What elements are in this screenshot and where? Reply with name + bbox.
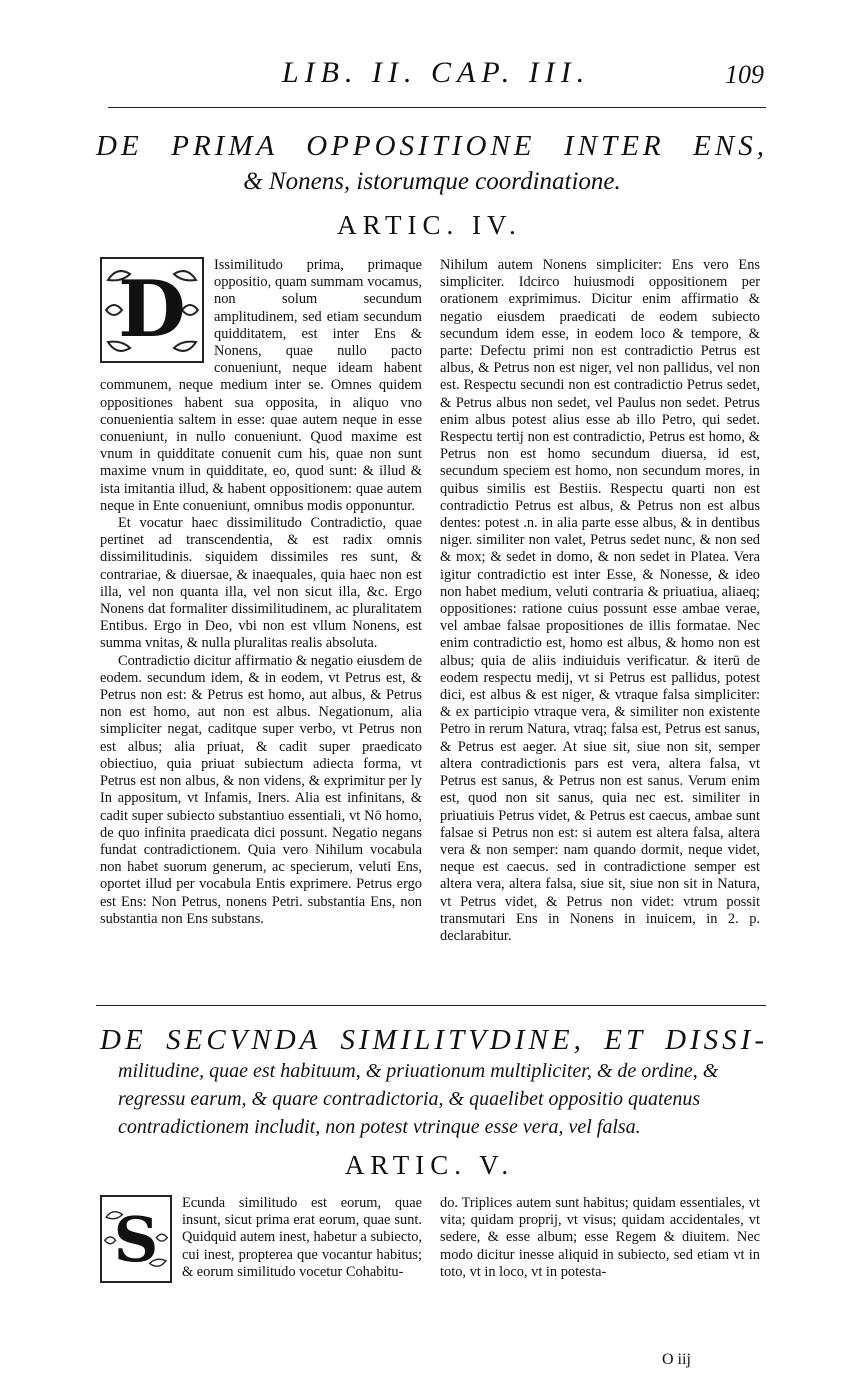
running-title: LIB. II. CAP. III.	[282, 56, 591, 89]
section1-column-right	[440, 257, 760, 945]
section2-title	[100, 1024, 768, 1141]
section-rule	[96, 1005, 766, 1006]
paragraph: Contradictio dicitur affirmatio & negatio eiusdem de eodem. secundum idem, & in eodem, vt Petrus est, & Petrus non est: & Petrus est homo, aut albus, & Petrus non est homo, aut non est albus. Negationum, alia simpliciter negat, caditque super verbo, vt Petrus non est albus; alia priuat, & cadit super praedicato obiectiuo, quia priuat subiectum adiecta forma, vt Petrus est non albus, & non videns, & exprimitur per ly In appositum, vt Infamis, Iners. Alia est infinitans, & cadit super subiecto substantiuo essentiali, vt Nō homo, de quo infinita praedicata dici possunt. Negatio negans fundat contradictionem. Quia vero Nihilum vocabula non habet suorum generum, ac specierum, veluti Ens, oportet illud per vocabula Entis exprimere. Petrus ergo est Ens: Non Petrus, nonens Petri. substantia Ens, non substantia non Ens substans.	[100, 652, 422, 927]
section1-subtitle: & Nonens, istorumque coordinatione.	[243, 168, 621, 195]
signature-mark: O iij	[662, 1351, 691, 1368]
section1-title: DE PRIMA OPPOSITIONE INTER ENS,	[96, 130, 768, 162]
section2-column-left	[100, 1195, 422, 1283]
section1-column-left	[100, 257, 422, 928]
page-header	[0, 56, 859, 96]
article-heading-4: ARTIC. IV.	[337, 210, 522, 240]
paragraph: Nihilum autem Nonens simpliciter: Ens vero Ens simpliciter. Idcirco huiusmodi oppositionem per orationem exprimimus. Dicitur enim affirmatio & negatio eiusdem praedicati de eodem subiecto secundum idem esse, in eodem loco & tempore, & parte: Defectu primi non est contradictio Petrus est albus, & Petrus non est niger, vel non pallidus, vel non est. Respectu secundi non est contradictio Petrus sedet, & Petrus albus non sedet, vel Paulus non sedet. Petrus enim albus potest alius esse ab illo Petro, qui sedet. Respectu tertij non est contradictio, Petrus est homo, & Petrus non est homo secundum diuersa, id est, secundum speciem est homo, non secundum mores, in quibus similis est Bestiis. Respectu quarti non est contradictio Petrus est albus, & Petrus non est albus dentes: potest .n. in alia parte esse albus, & in dentibus niger. similiter non valet, Petrus sedet nunc, & non sed & mox; & sedet in domo, & non sedet in Platea. Vera igitur contradictio est inter Esse, & Nonesse, & ideo non habet medium, veluti contraria & priuatiua, aliaeq; oppositiones: ratione cuius possunt esse ambae verae, vel ambae falsae propositiones de illis formatae. Nec enim contradictio est, homo est albus, & homo non est albus; quia de aliis indiuiduis verificatur. & iterū de eodem respectu medij, vt si Petrus est pallidus, potest dici, est albus & est niger, & vtraque falsa simpliciter: & ex participio vtraque vera, & similiter non existente Petro in rerum Natura, vtraq; falsa est, Petrus est sanus, & Petrus est aeger. At siue sit, siue non sit, semper altera contradictionis pars est vera, altera falsa, vt Petrus est sanus, & Petrus non est sanus. Verum enim est, quod non sit sanus, quia nec est. similiter in priuatiuis Petrus videt, & Petrus est caecus, ambae sunt falsae si Petrus non est: si autem est altera falsa, altera vera & non semper: nam quando dormit, neque videt, neque est caecus. sed in contradictione semper est altera vera, altera falsa, siue sit, siue non sit in Natura, vt Petrus videt, & Petrus non videt: vtrum possit transmutari Ens in Nonens in inuicem, in 2. p. declarabitur.	[440, 257, 760, 944]
section2-title-line1: DE SECVNDA SIMILITVDINE, ET DISSI-	[100, 1024, 768, 1056]
paragraph: Ecunda similitudo est eorum, quae insunt, sicut prima erat eorum, quae sunt. Quidquid autem inest, habetur a subiecto, cui inest, propterea que vocantur habitus; & eorum similitudo vocetur Cohabitu-	[182, 1195, 422, 1280]
paragraph: Issimilitudo prima, primaque oppositio, quam summam vocamus, non solum secundum amplitudinem, sed etiam secundum quidditatem, est inter Ens & Nonens, quae nullo pacto conueniunt, neque ideam habent communem, neque medium inter se. Omnes quidem oppositiones habent sua opposita, in aliquo vno conuenientia saltem in esse: quae autem neque in esse conueniunt, in nullo conueniunt. Quod maxime est vnum in quidditate conuenit cum his, quae non sunt maxime vnum in quidditate, eo, quod sunt: & illud & ista imitantia illud, & habent oppositionem: quae autem neque in Ente conueniunt, omnibus modis opponuntur.	[100, 257, 422, 514]
drop-letter-s: S	[113, 1203, 159, 1276]
section2-title-rest: militudine, quae est habituum, & priuationum multipliciter, & de ordine, & regressu earum, & quare contradictoria, & quaelibet oppositio quatenus contradictionem includit, non potest vtrinque esse vera, vel falsa.	[118, 1060, 719, 1138]
drop-letter-d: D	[118, 264, 186, 355]
paragraph: do. Triplices autem sunt habitus; quidam essentiales, vt vita; quidam proprij, vt visus; quidam accidentales, vt sedere, & esse album; esse Regem & diuitem. Nec modo dicitur inesse aliquid in subiecto, sed etiam vt in toto, vt in loco, vt in potesta-	[440, 1195, 760, 1280]
ornamental-initial-d	[100, 257, 204, 363]
section2-column-right	[440, 1195, 760, 1281]
page-number: 109	[725, 60, 764, 89]
article-heading-5: ARTIC. V.	[344, 1150, 515, 1180]
ornamental-initial-s	[100, 1195, 172, 1283]
header-rule	[108, 107, 766, 108]
paragraph: Et vocatur haec dissimilitudo Contradictio, quae pertinet ad transcendentia, & est radix omnis dissimilitudinis. siquidem dissimiles res sunt, & contrariae, & diuersae, & inaequales, quia haec non est illa, vel non quanta illa, vel non sicut illa, &c. Ergo Nonens dat formaliter dissimilitudinem, ac pluralitatem Entibus. Ergo in Deo, vbi non est vllum Nonens, est summa vnitas, & nulla pluralitas realis absoluta.	[100, 515, 422, 652]
